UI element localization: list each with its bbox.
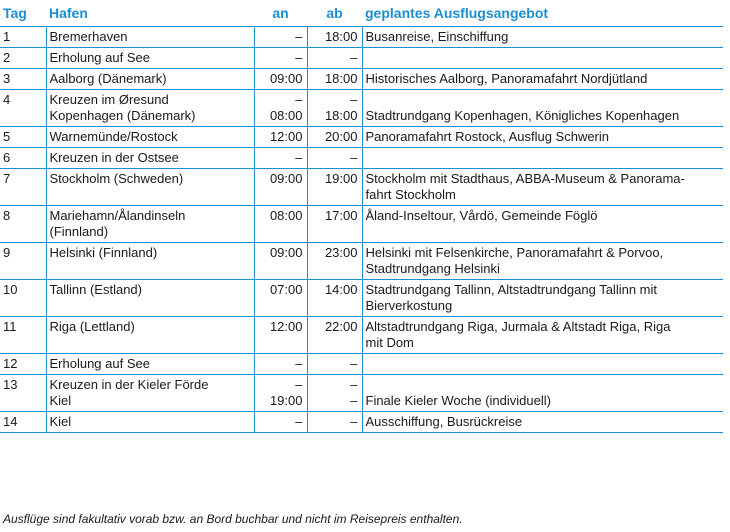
cell-ab-line: 18:00: [324, 108, 358, 123]
cell-an: [254, 169, 307, 206]
table-row: [0, 206, 723, 243]
cell-ausflug-line: mit Dom: [365, 335, 414, 350]
table-row: [0, 127, 723, 148]
cell-ab-line: 22:00: [324, 319, 358, 334]
cell-ausflug-line: Åland-Inseltour, Vårdö, Gemeinde Föglö: [365, 208, 598, 223]
cell-an: [254, 243, 307, 280]
cell-ab: [307, 127, 362, 148]
cell-ausflug: [362, 48, 723, 69]
table-row: [0, 27, 723, 48]
cell-ausflug-line: [366, 92, 724, 108]
cell-hafen-line: Mariehamn/Ålandinseln: [49, 208, 186, 223]
cell-an-line: –: [295, 150, 303, 165]
cell-an: [254, 412, 307, 433]
cell-ab-line: 18:00: [324, 29, 358, 44]
cell-hafen: [46, 48, 254, 69]
cell-hafen: [46, 280, 254, 317]
cell-ab-line: –: [350, 150, 358, 165]
cell-ab-line: 23:00: [324, 245, 358, 260]
cell-an-line: –: [295, 414, 303, 429]
table-row: [0, 280, 723, 317]
cell-ab: [307, 354, 362, 375]
cell-an: [254, 206, 307, 243]
table-row: [0, 48, 723, 69]
table-row: [0, 354, 723, 375]
table-row: [0, 412, 723, 433]
cell-hafen-line: Kopenhagen (Dänemark): [49, 108, 196, 123]
cell-ab-line: –: [350, 414, 358, 429]
cell-ab: [307, 412, 362, 433]
cell-ab-line: 18:00: [324, 71, 358, 86]
cell-tag: 11: [0, 317, 46, 354]
cell-hafen: [46, 148, 254, 169]
cell-ausflug-line: [366, 50, 724, 66]
cell-an-line: 12:00: [269, 129, 303, 144]
cell-ab: [307, 243, 362, 280]
cell-ausflug-line: Stockholm mit Stadthaus, ABBA-Museum & Panorama-: [365, 171, 685, 186]
cell-ausflug-line: Stadtrundgang Helsinki: [365, 261, 500, 276]
cell-an: [254, 69, 307, 90]
cell-hafen: [46, 375, 254, 412]
cell-an-line: 08:00: [269, 208, 303, 223]
cell-ausflug: [362, 27, 723, 48]
cell-hafen-line: Bremerhaven: [49, 29, 128, 44]
header-ausflug: geplantes Ausflugsangebot: [365, 5, 549, 21]
cell-hafen: [46, 90, 254, 127]
cell-ausflug: [362, 354, 723, 375]
cell-hafen: [46, 169, 254, 206]
table-row: [0, 317, 723, 354]
cell-ab: [307, 375, 362, 412]
cell-ab: [307, 317, 362, 354]
table-row: [0, 169, 723, 206]
cell-ausflug: [362, 69, 723, 90]
cell-ausflug-line: Busanreise, Einschiffung: [365, 29, 509, 44]
table-row: [0, 243, 723, 280]
cell-an: [254, 90, 307, 127]
cell-an-line: –: [295, 92, 303, 107]
cell-ausflug-line: Historisches Aalborg, Panoramafahrt Nordjütland: [365, 71, 648, 86]
cell-an-line: 07:00: [269, 282, 303, 297]
cell-ab: [307, 206, 362, 243]
cell-hafen-line: Riga (Lettland): [49, 319, 135, 334]
cell-an: [254, 148, 307, 169]
cell-tag: 6: [0, 148, 46, 169]
table-body: [0, 27, 723, 433]
footnote: Ausflüge sind fakultativ vorab bzw. an Bord buchbar und nicht im Reisepreis enthalten.: [3, 512, 463, 526]
cell-tag: 1: [0, 27, 46, 48]
table-row: [0, 375, 723, 412]
cell-ab: [307, 90, 362, 127]
cell-ausflug-line: Ausschiffung, Busrückreise: [365, 414, 523, 429]
cell-ausflug-line: Stadtrundgang Tallinn, Altstadtrundgang Tallinn mit: [365, 282, 657, 297]
cell-ab: [307, 48, 362, 69]
cell-hafen: [46, 127, 254, 148]
cell-an-line: –: [295, 50, 303, 65]
cell-tag: 10: [0, 280, 46, 317]
cell-hafen-line: Erholung auf See: [49, 50, 150, 65]
cell-tag: 9: [0, 243, 46, 280]
cell-an-line: 12:00: [269, 319, 303, 334]
cell-an: [254, 27, 307, 48]
cell-hafen: [46, 317, 254, 354]
cell-ab-line: 20:00: [324, 129, 358, 144]
cell-ausflug-line: Finale Kieler Woche (individuell): [365, 393, 551, 408]
cell-hafen-line: Erholung auf See: [49, 356, 150, 371]
cell-tag: 12: [0, 354, 46, 375]
cell-an-line: 09:00: [269, 171, 303, 186]
cell-tag: 7: [0, 169, 46, 206]
cell-ab: [307, 169, 362, 206]
cell-ausflug: [362, 375, 723, 412]
cell-ab-line: 19:00: [324, 171, 358, 186]
cell-ab-line: –: [350, 377, 358, 392]
table-row: [0, 148, 723, 169]
cell-ausflug: [362, 206, 723, 243]
cell-ausflug-line: [366, 377, 724, 393]
cell-ausflug-line: Bierverkostung: [365, 298, 453, 313]
cell-tag: 5: [0, 127, 46, 148]
header-hafen: Hafen: [49, 5, 88, 21]
cell-ausflug-line: fahrt Stockholm: [365, 187, 456, 202]
cell-tag: 8: [0, 206, 46, 243]
cell-hafen-line: Kreuzen im Øresund: [49, 92, 169, 107]
cell-hafen: [46, 69, 254, 90]
cell-hafen-line: Stockholm (Schweden): [49, 171, 184, 186]
cell-ab-line: –: [350, 393, 358, 408]
cell-an-line: –: [295, 377, 303, 392]
cell-ausflug: [362, 148, 723, 169]
table-row: [0, 90, 723, 127]
cell-an: [254, 48, 307, 69]
cell-ausflug-line: Helsinki mit Felsenkirche, Panoramafahrt & Porvoo,: [365, 245, 664, 260]
cell-ausflug: [362, 127, 723, 148]
cell-hafen-line: Helsinki (Finnland): [49, 245, 158, 260]
cell-an: [254, 354, 307, 375]
cell-ausflug: [362, 317, 723, 354]
cell-ab: [307, 280, 362, 317]
table-header-row: [0, 0, 723, 27]
cell-ab-line: –: [350, 50, 358, 65]
cell-ab-line: 17:00: [324, 208, 358, 223]
cell-ausflug-line: [366, 150, 724, 166]
cell-hafen-line: Tallinn (Estland): [49, 282, 142, 297]
cell-ausflug-line: [366, 356, 724, 372]
cell-an-line: 09:00: [269, 245, 303, 260]
cell-ab-line: –: [350, 356, 358, 371]
cell-ausflug-line: Altstadtrundgang Riga, Jurmala & Altstadt Riga, Riga: [365, 319, 671, 334]
cell-hafen: [46, 243, 254, 280]
cell-an: [254, 317, 307, 354]
cell-hafen: [46, 27, 254, 48]
cell-ab-line: 14:00: [324, 282, 358, 297]
cell-an-line: –: [295, 356, 303, 371]
cell-ab-line: –: [350, 92, 358, 107]
table-row: [0, 69, 723, 90]
cell-hafen: [46, 412, 254, 433]
cell-hafen: [46, 206, 254, 243]
cell-hafen-line: Kreuzen in der Kieler Förde: [49, 377, 209, 392]
header-ab: ab: [326, 5, 343, 21]
cell-tag: 13: [0, 375, 46, 412]
cell-tag: 14: [0, 412, 46, 433]
cell-hafen-line: Aalborg (Dänemark): [49, 71, 167, 86]
cell-an: [254, 375, 307, 412]
cell-hafen-line: (Finnland): [49, 224, 109, 239]
cell-ausflug-line: Stadtrundgang Kopenhagen, Königliches Kopenhagen: [365, 108, 680, 123]
cell-an: [254, 280, 307, 317]
cell-ab: [307, 148, 362, 169]
cell-ab: [307, 69, 362, 90]
cell-an-line: 08:00: [269, 108, 303, 123]
cell-ausflug: [362, 280, 723, 317]
cell-ausflug: [362, 243, 723, 280]
cell-an: [254, 127, 307, 148]
cell-ab: [307, 27, 362, 48]
cell-ausflug: [362, 90, 723, 127]
cell-hafen-line: Kreuzen in der Ostsee: [49, 150, 179, 165]
cell-ausflug: [362, 412, 723, 433]
cell-ausflug-line: Panoramafahrt Rostock, Ausflug Schwerin: [365, 129, 610, 144]
cell-an-line: 09:00: [269, 71, 303, 86]
cell-tag: 4: [0, 90, 46, 127]
cell-ausflug: [362, 169, 723, 206]
cell-hafen: [46, 354, 254, 375]
cell-hafen-line: Kiel: [49, 414, 72, 429]
header-tag: Tag: [3, 5, 27, 21]
cell-hafen-line: Kiel: [49, 393, 72, 408]
cell-hafen-line: Warnemünde/Rostock: [49, 129, 178, 144]
cell-an-line: –: [295, 29, 303, 44]
cell-tag: 3: [0, 69, 46, 90]
cell-tag: 2: [0, 48, 46, 69]
cell-an-line: 19:00: [269, 393, 303, 408]
header-an: an: [272, 5, 289, 21]
